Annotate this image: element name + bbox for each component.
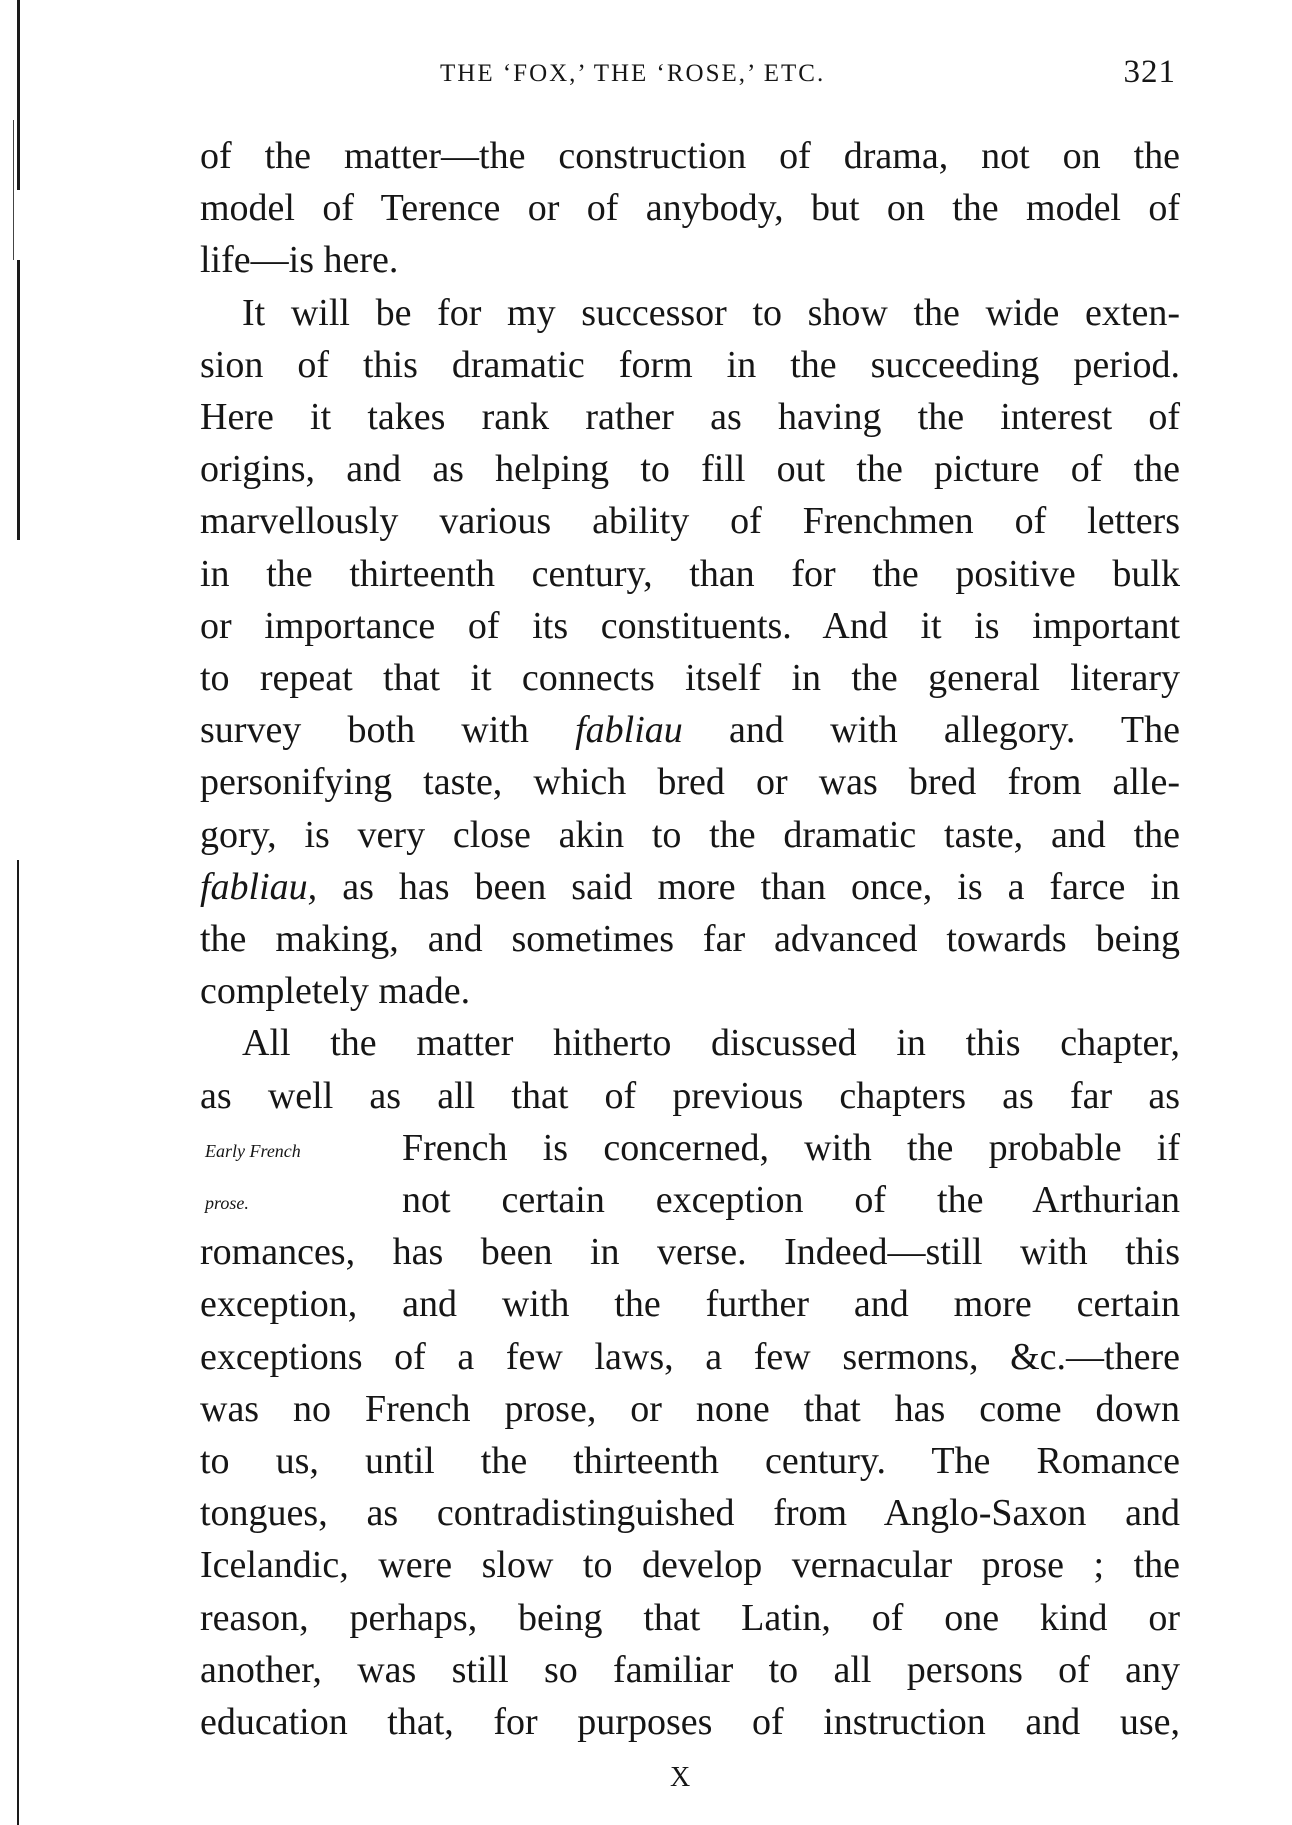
text-line: personifying taste, which bred or was bred from alle- <box>200 761 1180 804</box>
margin-note-line: prose. <box>205 1193 249 1213</box>
text-line: of the matter—the construction of drama, not on the <box>200 135 1180 177</box>
text-line <box>200 704 1180 756</box>
text-line: life—is here. <box>200 239 399 282</box>
text-line: exception, and with the further and more certain <box>200 1283 1180 1326</box>
text-line: was no French prose, or none that has come down <box>200 1387 1180 1430</box>
text-fragment: survey both with <box>200 709 529 752</box>
text-line: to us, until the thirteenth century. The Romance <box>200 1440 1180 1483</box>
text-line: Here it takes rank rather as having the interest of <box>200 396 1180 439</box>
text-line: reason, perhaps, being that Latin, of one kind or <box>200 1596 1180 1639</box>
body-text <box>200 130 1180 1748</box>
text-line: to repeat that it connects itself in the general literary <box>200 657 1180 700</box>
page-header <box>200 54 1178 94</box>
text-fragment: as has been said more than once, is a farce in <box>342 865 1180 908</box>
margin-note-line: Early French <box>205 1141 301 1161</box>
text-line: exceptions of a few laws, a few sermons, &c.—there <box>200 1335 1180 1378</box>
text-line: French is concerned, with the probable if <box>402 1126 1180 1169</box>
text-line: another, was still so familiar to all persons of any <box>200 1648 1180 1691</box>
gutter-edge <box>17 0 20 190</box>
text-line: the making, and sometimes far advanced towards being <box>200 918 1180 961</box>
margin-note <box>205 1192 249 1214</box>
text-line: not certain exception of the Arthurian <box>402 1179 1180 1222</box>
text-fragment: and with allegory. The <box>728 709 1180 752</box>
gutter-edge <box>17 860 19 1825</box>
text-line: as well as all that of previous chapters as far as <box>200 1074 1180 1117</box>
italic-term: fabliau <box>575 709 683 752</box>
text-line: origins, and as helping to fill out the picture of the <box>200 448 1180 491</box>
text-line: It will be for my successor to show the wide exten- <box>242 291 1180 334</box>
text-line: in the thirteenth century, than for the positive bulk <box>200 552 1180 595</box>
text-line: romances, has been in verse. Indeed—still with this <box>200 1231 1180 1274</box>
text-line: Icelandic, were slow to develop vernacular prose ; the <box>200 1544 1180 1587</box>
text-line: marvellously various ability of Frenchmen of letters <box>200 500 1180 543</box>
italic-term: fabliau, <box>200 865 318 908</box>
text-line <box>200 861 1180 913</box>
gutter-edge <box>13 120 14 260</box>
text-line: completely made. <box>200 970 471 1013</box>
text-line: education that, for purposes of instruction and use, <box>200 1701 1180 1744</box>
text-line: or importance of its constituents. And it is important <box>200 604 1180 647</box>
page-number: 321 <box>1123 54 1176 90</box>
margin-note <box>205 1140 301 1162</box>
running-head: THE ‘FOX,’ THE ‘ROSE,’ ETC. <box>440 60 826 87</box>
signature-mark: X <box>670 1762 691 1793</box>
text-line: gory, is very close akin to the dramatic taste, and the <box>200 813 1180 856</box>
text-line: All the matter hitherto discussed in this chapter, <box>242 1022 1180 1065</box>
gutter-edge <box>17 260 20 540</box>
text-line: tongues, as contradistinguished from Anglo-Saxon and <box>200 1492 1180 1535</box>
text-line: model of Terence or of anybody, but on the model of <box>200 187 1180 230</box>
text-line: sion of this dramatic form in the succeeding period. <box>200 343 1180 386</box>
